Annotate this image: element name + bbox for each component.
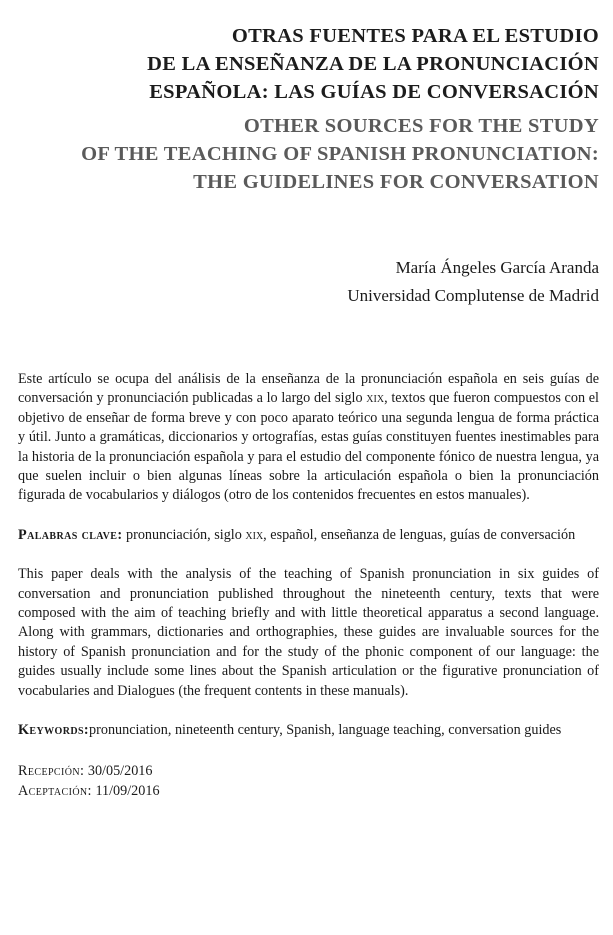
author-block (18, 254, 599, 310)
title-spanish-line: ESPAÑOLA: LAS GUÍAS DE CONVERSACIÓN (149, 81, 599, 103)
century-numeral: xix (245, 526, 264, 543)
article-front-page (18, 0, 599, 801)
author-affiliation: Universidad Complutense de Madrid (347, 286, 599, 305)
title-english-line: OF THE TEACHING OF SPANISH PRONUNCIATION: (81, 143, 599, 165)
abstract-spanish-text: Este artículo se ocupa del análisis de la enseñanza de la pronunciación española en seis guías de conversación y pronunciación publicadas a lo largo del siglo (18, 371, 599, 407)
received-label: Recepción: (18, 762, 85, 779)
title-english-line: OTHER SOURCES FOR THE STUDY (243, 115, 599, 137)
keywords-english-label: Keywords: (18, 722, 90, 739)
abstract-spanish (18, 370, 599, 506)
title-spanish-line: OTRAS FUENTES PARA EL ESTUDIO (231, 25, 599, 47)
title-english-line: THE GUIDELINES FOR CONVERSATION (193, 171, 599, 193)
keywords-spanish-label: Palabras clave: (18, 526, 123, 543)
keywords-english-text: pronunciation, nineteenth century, Spanish, language teaching, conversation guides (89, 722, 562, 739)
submission-dates (18, 761, 599, 801)
received-date (18, 761, 599, 781)
century-numeral: xix (366, 390, 385, 407)
title-english (18, 112, 599, 196)
keywords-spanish (18, 526, 599, 545)
accepted-value: 11/09/2016 (91, 782, 160, 799)
title-spanish (18, 22, 599, 106)
accepted-date (18, 781, 599, 801)
keywords-spanish-text: pronunciación, siglo (122, 526, 246, 543)
abstract-spanish-text: , textos que fueron compuestos con el objetivo de enseñar de forma breve y con poco aparato teórico una segunda lengua de forma práctica y útil. Junto a gramáticas, diccionarios y ortografías, estas guías constituyen fuentes inestimables para la historia de la pronunciación española y para el estudio del componente fónico de nuestra lengua, ya que suelen incluir o bien algunas líneas sobre la articulación española o bien la pronunciación figurada de vocabularios y diálogos (otro de los contenidos frecuentes en estos manuales). (18, 390, 599, 504)
title-spanish-line: DE LA ENSEÑANZA DE LA PRONUNCIACIÓN (147, 53, 599, 75)
keywords-spanish-text: , español, enseñanza de lenguas, guías de conversación (263, 526, 576, 543)
accepted-label: Aceptación: (18, 782, 92, 799)
author-name: María Ángeles García Aranda (395, 258, 599, 277)
abstract-english: This paper deals with the analysis of the teaching of Spanish pronunciation in six guides of conversation and pronunciation published throughout the nineteenth century, texts that were composed with the aim of teaching briefly and with little theoretical apparatus a second language. Along with grammars, dictionaries and orthographies, these guides are invaluable sources for the history of Spanish pronunciation and for the study of the phonic component of our language: the guides usually include some lines about the Spanish articulation or the figurative pronunciation of vocabularies and Dialogues (the frequent contents in these manuals). (18, 566, 599, 699)
keywords-english (18, 721, 599, 740)
received-value: 30/05/2016 (84, 762, 153, 779)
